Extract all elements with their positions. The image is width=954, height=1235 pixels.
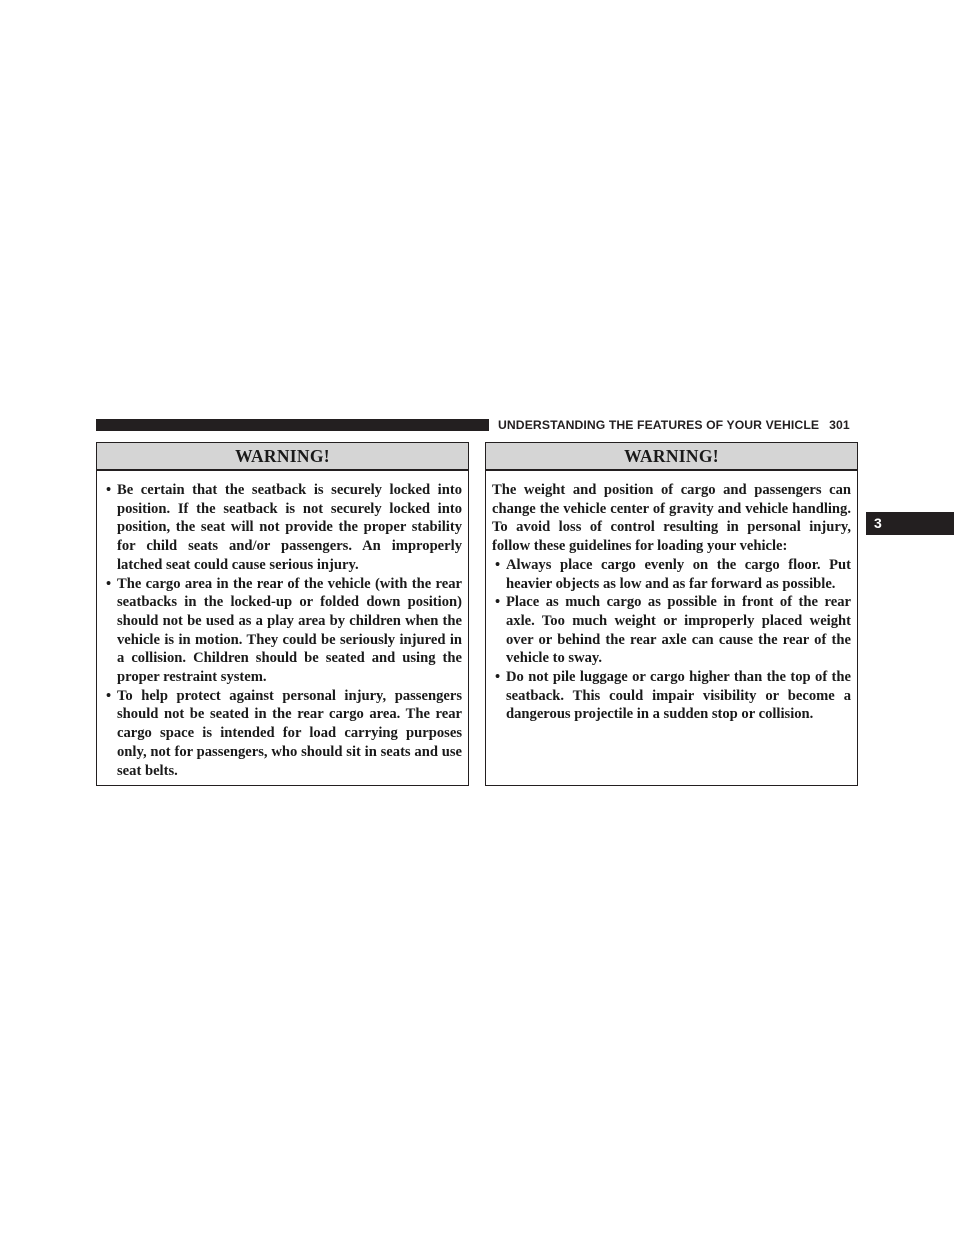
list-item: • Do not pile luggage or cargo higher than the top of the seatback. This could impair visibility or become a dangerous projectile in a sudden stop or collision. <box>495 669 851 723</box>
warning-box-seatback <box>96 442 469 786</box>
header-rule <box>96 419 489 431</box>
list-item: • Place as much cargo as possible in front of the rear axle. Too much weight or improperly placed weight over or behind the rear axle can cause the rear of the vehicle to sway. <box>495 594 851 667</box>
warning-title: WARNING! <box>97 443 468 471</box>
warning-list <box>103 481 462 780</box>
warning-intro: The weight and position of cargo and passengers can change the vehicle center of gravity and vehicle handling. To avoid loss of control resulting in personal injury, follow these guidelines for loading your vehicle: <box>492 482 851 555</box>
list-item: • The cargo area in the rear of the vehicle (with the rear seatbacks in the locked-up or folded down position) should not be used as a play area by children when the vehicle is in motion. They could be seriously injured in a collision. Children should be seated and using the proper restraint system. <box>106 575 462 686</box>
warning-body <box>97 471 468 780</box>
list-item: • Be certain that the seatback is securely locked into position. If the seatback is not securely locked into position, the seat will not provide the proper stability for child seats and/or passengers. An improperly latched seat could cause serious injury. <box>106 482 462 573</box>
warning-body <box>486 471 857 724</box>
page-number: 301 <box>829 418 850 432</box>
warning-list <box>492 556 851 724</box>
list-item: • To help protect against personal injury, passengers should not be seated in the rear cargo area. The rear cargo space is intended for load carrying purposes only, not for passengers, who should sit in seats and use seat belts. <box>106 687 462 779</box>
warning-title: WARNING! <box>486 443 857 471</box>
list-item: • Always place cargo evenly on the cargo floor. Put heavier objects as low and as far forward as possible. <box>495 556 851 592</box>
warning-box-cargo <box>485 442 858 786</box>
running-header <box>498 417 858 433</box>
section-title: UNDERSTANDING THE FEATURES OF YOUR VEHICLE <box>498 418 820 432</box>
chapter-tab: 3 <box>866 512 954 535</box>
